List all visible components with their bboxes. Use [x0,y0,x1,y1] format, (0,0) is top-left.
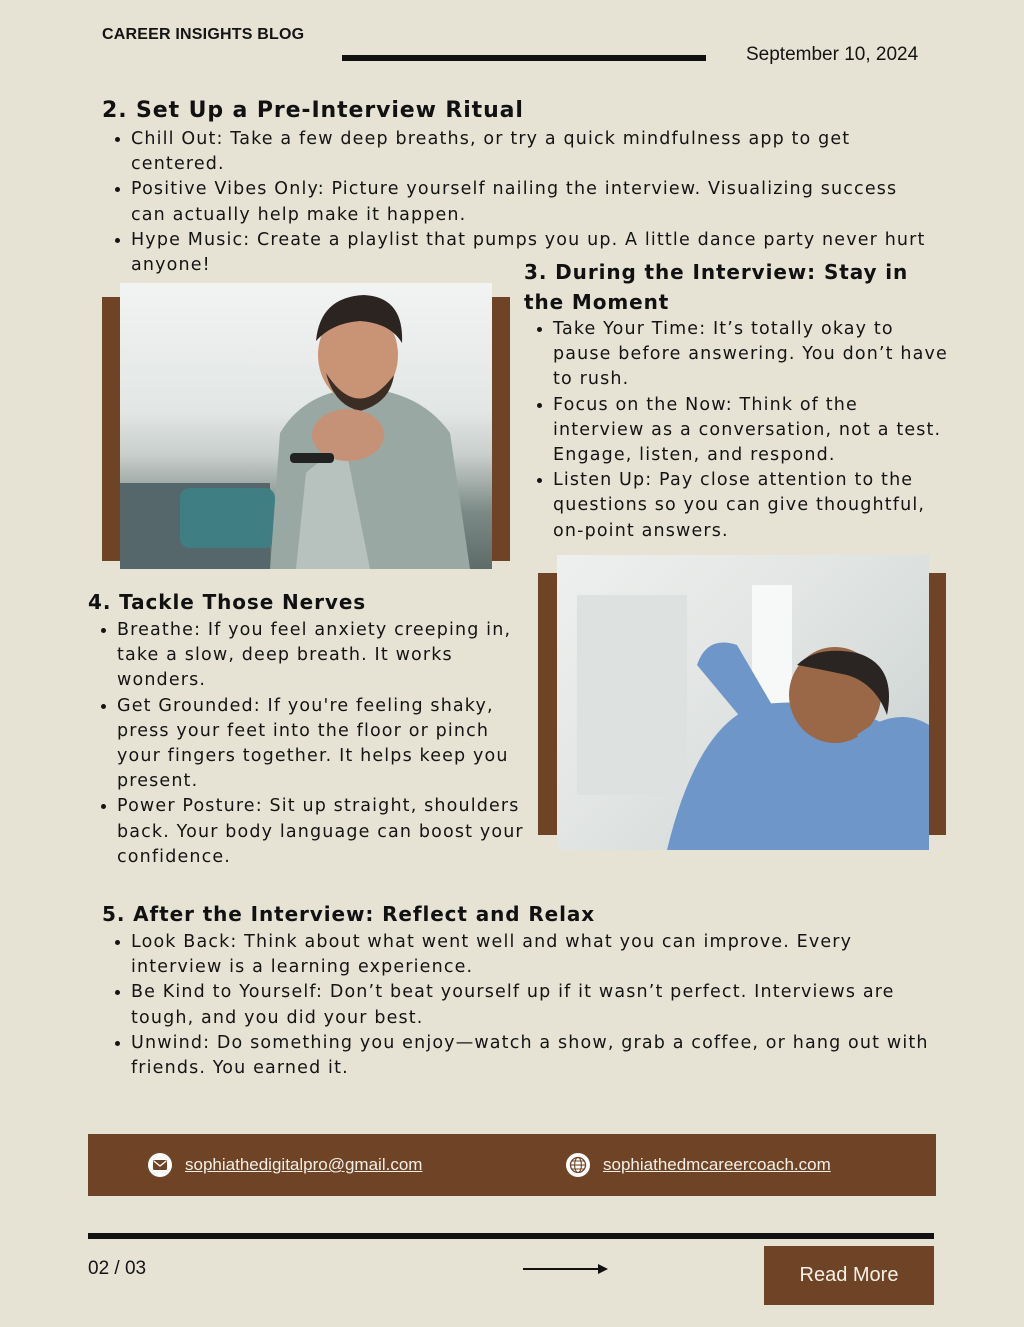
page-indicator: 02 / 03 [88,1258,147,1279]
frame-bar-right [929,573,946,835]
website-contact [566,1134,831,1196]
globe-icon [566,1153,590,1177]
section-during-interview [524,257,954,544]
frame-bar-right [492,297,510,561]
website-link[interactable]: sophiathedmcareercoach.com [603,1155,831,1174]
section-pre-interview-ritual [102,97,932,278]
photo-man-relaxing [557,555,929,850]
section-heading: 2. Set Up a Pre-Interview Ritual [102,98,524,123]
photo-man-thinking [120,283,492,569]
list-item: • Be Kind to Yourself: Don’t beat yourself up if it wasn’t perfect. Interviews are tough, and you did your best. [131,980,934,1030]
envelope-icon [148,1153,172,1177]
list-item: • Positive Vibes Only: Picture yourself nailing the interview. Visualizing success can actually help make it happen. [131,177,932,227]
frame-bar-left [102,297,120,561]
footer-divider [88,1233,934,1239]
arrow-right-icon[interactable] [522,1261,610,1281]
read-more-button[interactable]: Read More [764,1246,934,1305]
section-heading: 3. During the Interview: Stay in the Moment [524,260,909,314]
bullet-list [88,618,528,870]
blog-title: CAREER INSIGHTS BLOG [102,26,305,43]
list-item: • Focus on the Now: Think of the interview as a conversation, not a test. Engage, listen, and respond. [553,393,954,469]
frame-bar-left [538,573,557,835]
section-heading: 4. Tackle Those Nerves [88,590,367,614]
bullet-list [102,127,932,278]
bullet-list [524,317,954,544]
photo-man-relaxing-illustration [557,555,929,850]
list-item: • Chill Out: Take a few deep breaths, or try a quick mindfulness app to get centered. [131,127,932,177]
list-item: • Hype Music: Create a playlist that pumps you up. A little dance party never hurt anyone! [131,228,932,278]
section-heading: 5. After the Interview: Reflect and Relax [102,902,596,926]
bullet-list [102,930,934,1081]
header-divider [342,55,706,61]
list-item: • Take Your Time: It’s totally okay to pause before answering. You don’t have to rush. [553,317,954,393]
email-link[interactable]: sophiathedigitalpro@gmail.com [185,1155,423,1174]
photo-man-thinking-illustration [120,283,492,569]
list-item: • Power Posture: Sit up straight, shoulders back. Your body language can boost your confidence. [117,794,528,870]
section-tackle-nerves [88,590,528,870]
list-item: • Listen Up: Pay close attention to the questions so you can give thoughtful, on-point answers. [553,468,954,544]
list-item: • Breathe: If you feel anxiety creeping in, take a slow, deep breath. It works wonders. [117,618,528,694]
list-item: • Get Grounded: If you're feeling shaky, press your feet into the floor or pinch your fingers together. It helps keep you present. [117,694,528,795]
section-after-interview [102,902,934,1081]
email-contact [148,1134,422,1196]
list-item: • Look Back: Think about what went well and what you can improve. Every interview is a learning experience. [131,930,934,980]
contact-bar [88,1134,936,1196]
list-item: • Unwind: Do something you enjoy—watch a show, grab a coffee, or hang out with friends. You earned it. [131,1031,934,1081]
post-date: September 10, 2024 [746,44,919,65]
